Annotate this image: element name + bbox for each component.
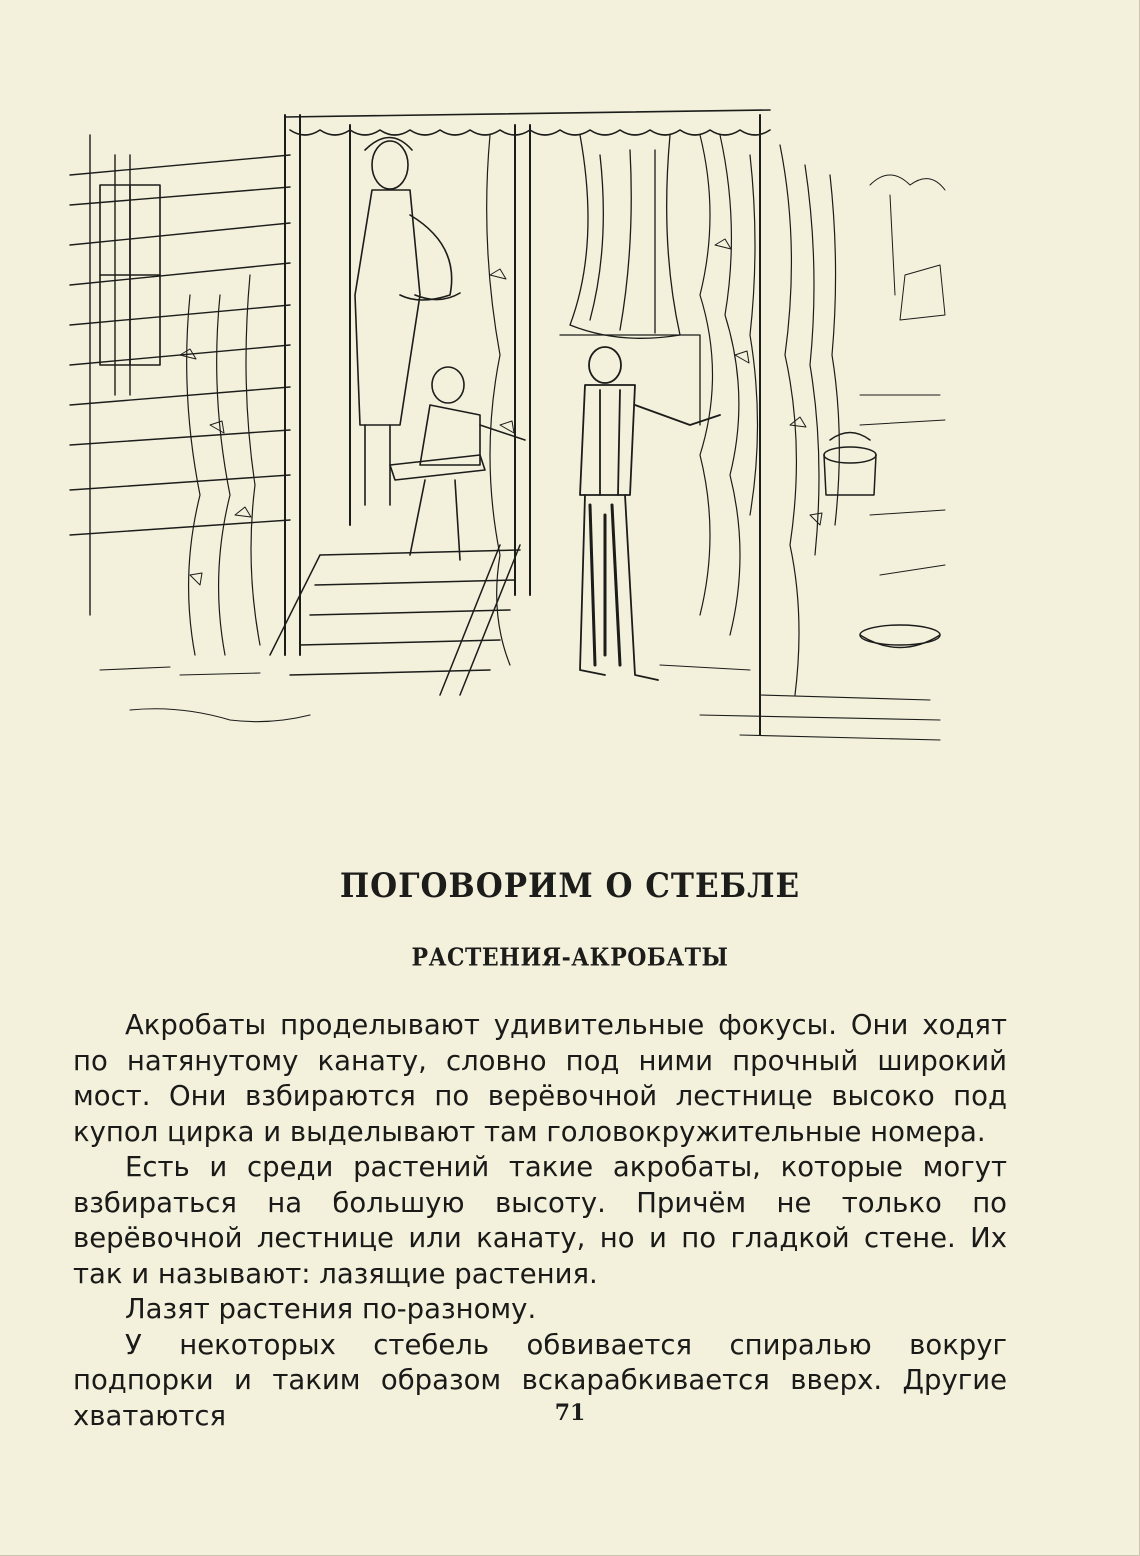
seated-child <box>390 367 525 560</box>
bucket <box>824 433 876 496</box>
paragraph: Акробаты проделывают удивительные фокусы. Они ходят по натянутому канату, словно под ними прочный широкий мост. Они взбираются по верёвочной лестнице высоко под купол цирка и выделывают там головокружительные номера. <box>73 1009 1007 1148</box>
paragraph: У некоторых стебель обвивается спиралью вокруг подпорки и таким образом вскарабкивается вверх. Другие хватаются <box>73 1328 1007 1432</box>
ground-lines <box>100 665 940 740</box>
porch-roof <box>285 110 770 135</box>
left-window <box>100 185 160 365</box>
porch-steps <box>270 545 520 695</box>
paragraph: Лазят растения по-разному. <box>125 1293 537 1325</box>
curtain <box>560 135 700 425</box>
page-number: 71 <box>554 1400 586 1426</box>
chapter-title: ПОГОВОРИМ О СТЕБЛЕ <box>339 866 801 906</box>
paragraph: Есть и среди растений такие акробаты, которые могут взбираться на большую высоту. Причём не только по верёвочной лестнице или канату, но и по гладкой стене. Их так и называют: лазящие растения. <box>73 1151 1007 1290</box>
body-text <box>73 1008 1007 1434</box>
standing-boy <box>580 347 720 680</box>
woman-figure <box>355 138 460 506</box>
house-wall <box>70 135 290 615</box>
leaves <box>180 239 822 585</box>
basin <box>860 625 940 648</box>
illustration-porch-scene <box>60 95 950 755</box>
background-scenery <box>860 175 945 575</box>
section-title: РАСТЕНИЯ-АКРОБАТЫ <box>411 943 729 973</box>
